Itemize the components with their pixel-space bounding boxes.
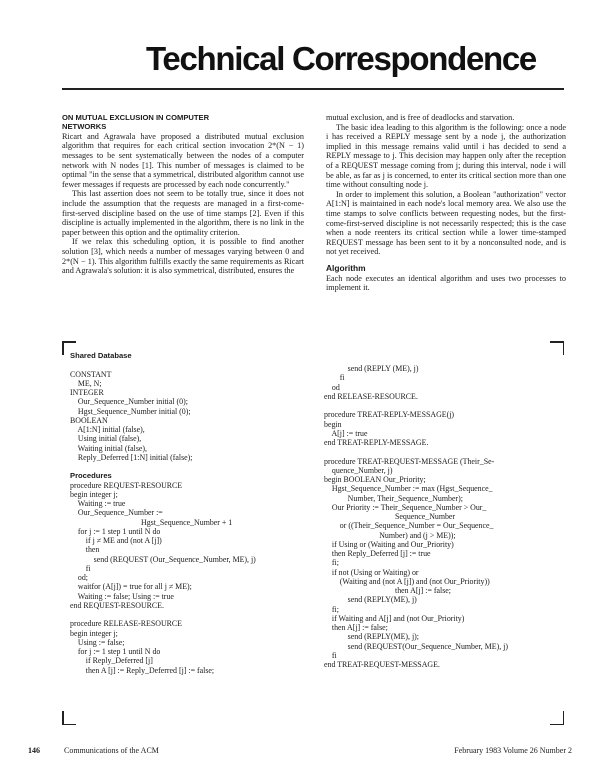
code-line bbox=[324, 401, 564, 410]
code-line: Hgst_Sequence_Number initial (0); bbox=[70, 406, 191, 416]
code-line: Our_Sequence_Number initial (0); bbox=[70, 397, 188, 407]
code-line: end TREAT-REPLY-MESSAGE. bbox=[324, 438, 429, 447]
issue-info: February 1983 Volume 26 Number 2 bbox=[454, 746, 572, 755]
code-line: end REQUEST-RESOURCE. bbox=[70, 600, 164, 610]
code-line: for j := 1 step 1 until N do bbox=[70, 526, 161, 536]
code-line: CONSTANT bbox=[70, 369, 112, 379]
code-line: send (REPLY(ME), j); bbox=[324, 632, 419, 642]
code-line: Sequence_Number bbox=[324, 512, 456, 521]
code-line: Shared Database bbox=[70, 351, 132, 360]
code-listing-left bbox=[70, 351, 314, 675]
code-line: then bbox=[70, 545, 100, 555]
code-line: Using := false; bbox=[70, 637, 125, 647]
code-line: Hgst_Sequence_Number + 1 bbox=[70, 517, 233, 527]
paragraph: In order to implement this solution, a Boolean "authorization" vector A[1:N] is maintained in each node's local memory area. We also use the time stamps to solve conflicts between requesting nodes, but the first-come-first-served discipline is not necessarily respected; this is the case when a node reenters its critical section while a lower time-stamped REQUEST message has been sent to it by a nonconsulted node, and is not yet received. bbox=[326, 189, 566, 257]
code-line: begin integer j; bbox=[70, 628, 118, 638]
code-line: (Waiting and (not A [j]) and (not Our_Priority)) bbox=[324, 576, 490, 586]
code-line: od; bbox=[70, 573, 88, 582]
page-title: Technical Correspondence bbox=[146, 40, 536, 77]
code-line bbox=[70, 610, 314, 619]
code-line: begin BOOLEAN Our_Priority; bbox=[324, 475, 426, 484]
code-line bbox=[70, 462, 314, 471]
article-heading-line1: ON MUTUAL EXCLUSION IN COMPUTER bbox=[62, 113, 210, 122]
code-line: for j := 1 step 1 until N do bbox=[70, 647, 161, 656]
code-line: then A[j] := false; bbox=[324, 623, 388, 632]
code-line bbox=[324, 447, 564, 456]
code-line: Waiting initial (false), bbox=[70, 443, 148, 453]
paragraph: mutual exclusion, and is free of deadlocks and starvation. bbox=[326, 113, 515, 122]
code-line: procedure RELEASE-RESOURCE bbox=[70, 619, 182, 629]
title-rule bbox=[62, 88, 564, 90]
code-line: end TREAT-REQUEST-MESSAGE. bbox=[324, 660, 440, 669]
code-listing-right bbox=[324, 364, 564, 669]
code-line: if Waiting and A[j] and (not Our_Priority) bbox=[324, 613, 465, 623]
code-line: if j ≠ ME and (not A [j]) bbox=[70, 536, 162, 545]
code-line bbox=[70, 360, 314, 369]
code-line: Our_Sequence_Number := bbox=[70, 508, 163, 518]
code-line: Procedures bbox=[70, 471, 112, 481]
code-line: then A [j] := Reply_Deferred [j] := false; bbox=[70, 665, 215, 675]
code-line: fi; bbox=[324, 604, 339, 614]
code-line: if not (Using or Waiting) or bbox=[324, 567, 419, 577]
code-line: Waiting := false; Using := true bbox=[70, 591, 174, 601]
code-line: waitfor (A[j]) = true for all j ≠ ME); bbox=[70, 582, 192, 592]
paragraph: Each node executes an identical algorithm and uses two processes to implement it. bbox=[326, 273, 566, 293]
article-left-column bbox=[62, 113, 304, 276]
code-line: Hgst_Sequence_Number := max (Hgst_Sequence_ bbox=[324, 484, 493, 494]
code-line: fi bbox=[324, 373, 345, 383]
code-line: procedure TREAT-REQUEST-MESSAGE (Their_Se- bbox=[324, 456, 495, 466]
code-line: send (REPLY (ME), j) bbox=[324, 364, 419, 373]
code-line: fi bbox=[324, 650, 337, 660]
code-line: Number, Their_Sequence_Number); bbox=[324, 493, 463, 503]
code-line: Number) and (j > ME)); bbox=[324, 530, 456, 540]
paragraph: Ricart and Agrawala have proposed a distributed mutual exclusion algorithm that requires for each critical section invocation 2*(N − 1) messages to be sent systematically between the nodes of a computer network with N nodes [1]. This number of messages is claimed to be optimal "in the sense that a symmetrical, distributed algorithm cannot use fewer messages if requests are processed by each node concurrently." bbox=[62, 131, 304, 189]
code-line: if Reply_Deferred [j] bbox=[70, 656, 153, 666]
code-line: then A[j] := false; bbox=[324, 586, 451, 595]
code-line: INTEGER bbox=[70, 388, 104, 397]
code-line: send (REPLY(ME), j) bbox=[324, 595, 417, 605]
code-line: Our Priority := Their_Sequence_Number > Our_ bbox=[324, 502, 487, 512]
paragraph: This last assertion does not seem to be totally true, since it does not include the assumption that the requests are managed in a first-come-first-served discipline based on the use of time stamps [2]. Even if this discipline is actually implemented in the algorithm, there is no link in the paper between this option and the optimality criterion. bbox=[62, 189, 304, 237]
code-line: then Reply_Deferred [j] := true bbox=[324, 549, 431, 558]
code-line: begin integer j; bbox=[70, 489, 118, 499]
paragraph: The basic idea leading to this algorithm is the following: once a node i has received a REPLY message sent by a node j, the authorization implied in this message remains valid until i has decided to send a REPLY message to j. This decision may happen only after the reception of a REQUEST message coming from j; during this interval, node i will be able, as far as j is concerned, to enter its critical section more than one time without consulting node j. bbox=[326, 122, 566, 190]
code-line: A[j] := true bbox=[324, 428, 368, 438]
code-line: begin bbox=[324, 419, 342, 429]
page-number: 146 bbox=[28, 746, 40, 755]
article-right-column bbox=[326, 113, 566, 293]
code-line: fi bbox=[70, 563, 91, 573]
code-line: BOOLEAN bbox=[70, 415, 108, 425]
code-line: Reply_Deferred [1:N] initial (false); bbox=[70, 452, 193, 462]
journal-name: Communications of the ACM bbox=[64, 746, 159, 755]
code-line: send (REQUEST(Our_Sequence_Number, ME), j) bbox=[324, 641, 508, 651]
algorithm-heading: Algorithm bbox=[326, 262, 366, 273]
paragraph: If we relax this scheduling option, it is possible to find another solution [3], which needs a number of messages varying between 0 and 2*(N − 1). This algorithm fulfills exactly the same requirements as Ricart and Agrawala's solution: it is also symmetrical, distributed, ensures the bbox=[62, 237, 304, 276]
article-heading-line2: NETWORKS bbox=[62, 122, 107, 132]
code-line: Waiting := true bbox=[70, 499, 126, 508]
code-line: fi; bbox=[324, 558, 339, 568]
code-line: if Using or (Waiting and Our_Priority) bbox=[324, 539, 454, 549]
code-line: procedure TREAT-REPLY-MESSAGE(j) bbox=[324, 410, 455, 420]
code-line: procedure REQUEST-RESOURCE bbox=[70, 480, 183, 490]
code-line: ME, N; bbox=[70, 378, 102, 388]
code-line: send (REQUEST (Our_Sequence_Number, ME), j) bbox=[70, 554, 256, 564]
code-line: A[1:N] initial (false), bbox=[70, 425, 145, 434]
code-line: end RELEASE-RESOURCE. bbox=[324, 391, 418, 401]
code-line: quence_Number, j) bbox=[324, 465, 393, 475]
code-line: Using initial (false), bbox=[70, 434, 142, 444]
code-line: or ((Their_Sequence_Number = Our_Sequence_ bbox=[324, 521, 494, 531]
code-line: od bbox=[324, 382, 340, 392]
